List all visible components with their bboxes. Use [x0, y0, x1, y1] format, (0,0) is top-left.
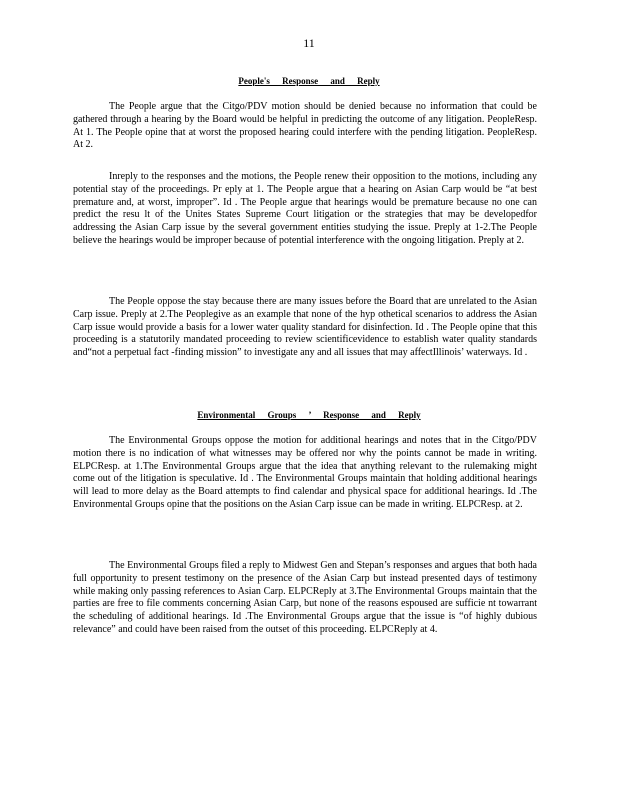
paragraph-people-2: Inreply to the responses and the motions, the People renew their opposition to the motions, including any potential stay of the proceedings. Pr eply at 1. The People argue that a hearing on Asian Carp would be “at best premature and, at worst, improper”. Id . The People argue that hearings would be premature because no one can predict the resu lt of the Unites States Supreme Court litigation or the strategies that may be developedfor addressing the Asian Carp issue by the several government entities studying the issue. Preply at 1-2.The People believe the hearings would be improper because of potential interference with the ongoing litigation. Preply at 2. [73, 171, 537, 246]
page-number: 11 [303, 36, 315, 50]
paragraph-environmental-2: The Environmental Groups filed a reply to Midwest Gen and Stepan’s responses and argues that both hada full opportunity to present testimony on the presence of the Asian Carp but instead presented days of testimony while making only passing references to Asian Carp. ELPCReply at 3.The Environmental Groups maintain that the parties are free to file comments concerning Asian Carp, but none of the reasons espoused are sufficie nt towarrant the scheduling of additional hearings. Id .The Environmental Groups argue that the issue is “of highly dubious relevance” and could have been raised from the outset of this proceeding. ELPCReply at 4. [73, 560, 537, 635]
section-heading-peoples-response: People's Response and Reply [238, 76, 380, 86]
paragraph-people-3: The People oppose the stay because there are many issues before the Board that are unrelated to the Asian Carp issue. Preply at 2.The Peoplegive as an example that none of the hyp othetical scenarios to address the Asian Carp issue would provide a basis for a lower water quality standard for disinfection. Id . The People opine that this proceeding is a statutorily mandated proceeding to review scientificevidence to establish water quality standards and“not a perpetual fact -finding mission” to investigate any and all issues that may affectIllinois’ waterways. Id . [73, 296, 537, 359]
paragraph-people-1: The People argue that the Citgo/PDV motion should be denied because no information that could be gathered through a hearing by the Board would be helpful in predicting the outcome of any litigation. PeopleResp. At 1. The People opine that at worst the proposed hearing could interfere with the pending litigation. PeopleResp. At 2. [73, 101, 537, 151]
section-heading-environmental-groups: Environmental Groups ’ Response and Reply [197, 410, 421, 420]
paragraph-environmental-1: The Environmental Groups oppose the motion for additional hearings and notes that in the Citgo/PDV motion there is no indication of what witnesses may be offered nor why the points cannot be made in writing. ELPCResp. at 1.The Environmental Groups argue that the idea that anything relevant to the rulemaking might come out of the litigation is speculative. Id . The Environmental Groups maintain that holding additional hearings will lead to more delay as the Board attempts to find calendar and physical space for additional hearings. Id .The Environmental Groups opine that the positions on the Asian Carp issue can be made in writing. ELPCResp. at 2. [73, 435, 537, 510]
